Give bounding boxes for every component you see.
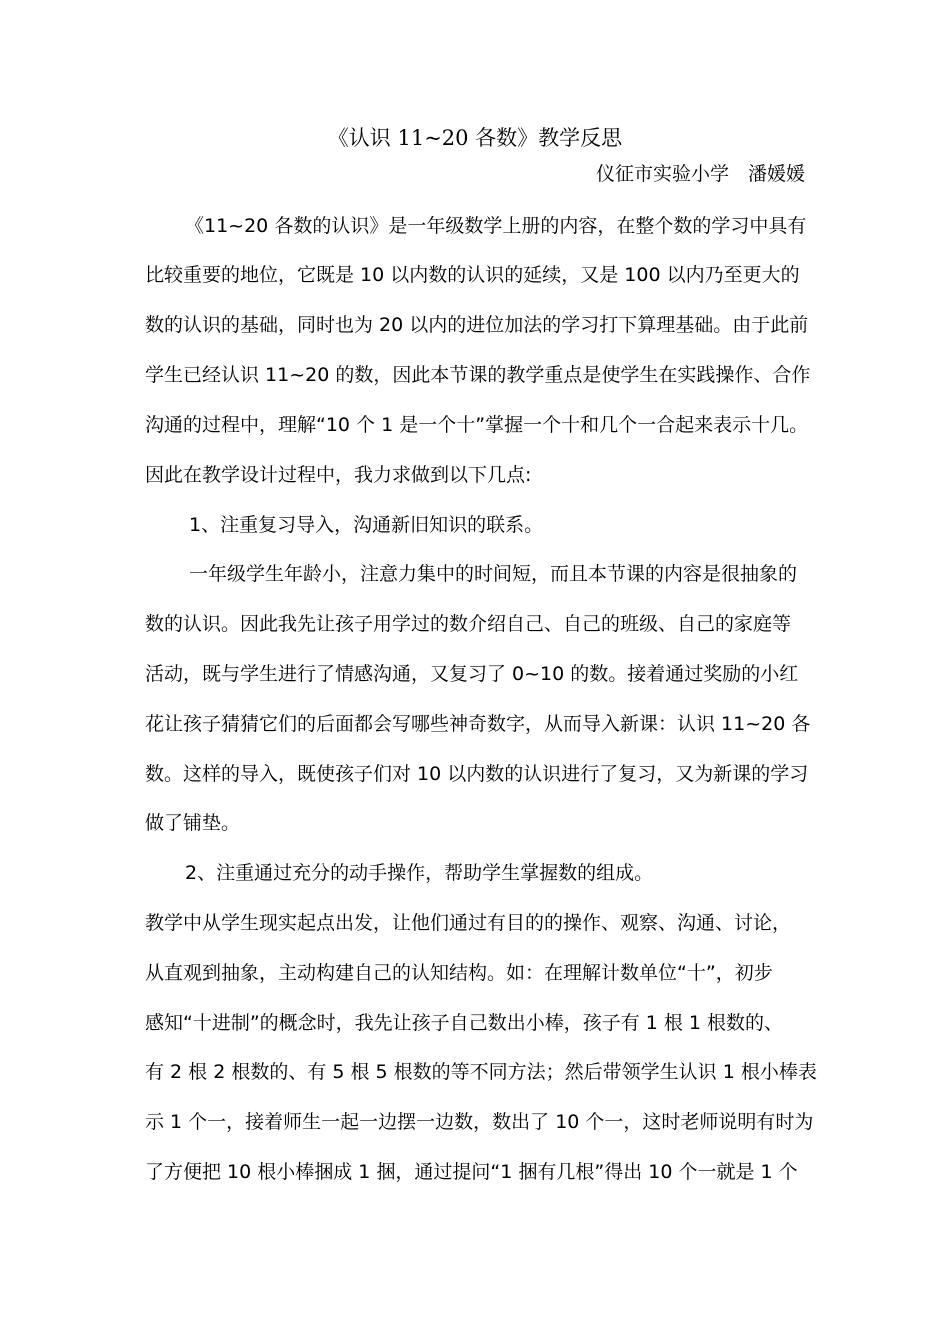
body-line: 感知“十进制”的概念时，我先让孩子自己数出小棒，孩子有 1 根 1 根数的、 xyxy=(145,1012,784,1034)
body-line: 比较重要的地位，它既是 10 以内数的认识的延续，又是 100 以内乃至更大的 xyxy=(145,264,800,286)
section-heading: 2、注重通过充分的动手操作，帮助学生掌握数的组成。 xyxy=(185,862,654,884)
body-line: 一年级学生年龄小，注意力集中的时间短，而且本节课的内容是很抽象的 xyxy=(189,563,798,585)
body-line: 示 1 个一，接着师生一起一边摆一边数，数出了 10 个一，这时老师说明有时为 xyxy=(145,1111,814,1133)
document-title: 《认识 11~20 各数》教学反思 xyxy=(327,126,623,150)
author-line: 仪征市实验小学 潘媛媛 xyxy=(595,163,805,185)
body-line: 从直观到抽象，主动构建自己的认知结构。如：在理解计数单位“十”，初步 xyxy=(145,962,773,984)
body-line: 教学中从学生现实起点出发，让他们通过有目的的操作、观察、沟通、讨论， xyxy=(145,912,792,934)
body-line: 学生已经认识 11~20 的数，因此本节课的教学重点是使学生在实践操作、合作 xyxy=(145,364,811,386)
body-line: 花让孩子猜猜它们的后面都会写哪些神奇数字，从而导入新课：认识 11~20 各 xyxy=(145,713,811,735)
body-line: 活动，既与学生进行了情感沟通，又复习了 0~10 的数。接着通过奖励的小红 xyxy=(145,663,799,685)
body-line: 做了铺垫。 xyxy=(145,812,241,834)
body-line: 因此在教学设计过程中，我力求做到以下几点: xyxy=(145,464,532,486)
section-heading: 1、注重复习导入，沟通新旧知识的联系。 xyxy=(189,514,544,536)
body-line: 数的认识的基础，同时也为 20 以内的进位加法的学习打下算理基础。由于此前 xyxy=(145,314,809,336)
body-line: 了方便把 10 根小棒捆成 1 捆，通过提问“1 捆有几根”得出 10 个一就是 1 个 xyxy=(145,1161,798,1183)
body-line: 《11~20 各数的认识》是一年级数学上册的内容，在整个数的学习中具有 xyxy=(185,215,807,237)
body-line: 有 2 根 2 根数的、有 5 根 5 根数的等不同方法；然后带领学生认识 1 根小棒表 xyxy=(145,1061,817,1083)
body-line: 数的认识。因此我先让孩子用学过的数介绍自己、自己的班级、自己的家庭等 xyxy=(145,613,792,635)
body-line: 数。这样的导入，既使孩子们对 10 以内数的认识进行了复习，又为新课的学习 xyxy=(145,763,809,785)
body-line: 沟通的过程中，理解“10 个 1 是一个十”掌握一个十和几个一合起来表示十几。 xyxy=(145,414,809,436)
